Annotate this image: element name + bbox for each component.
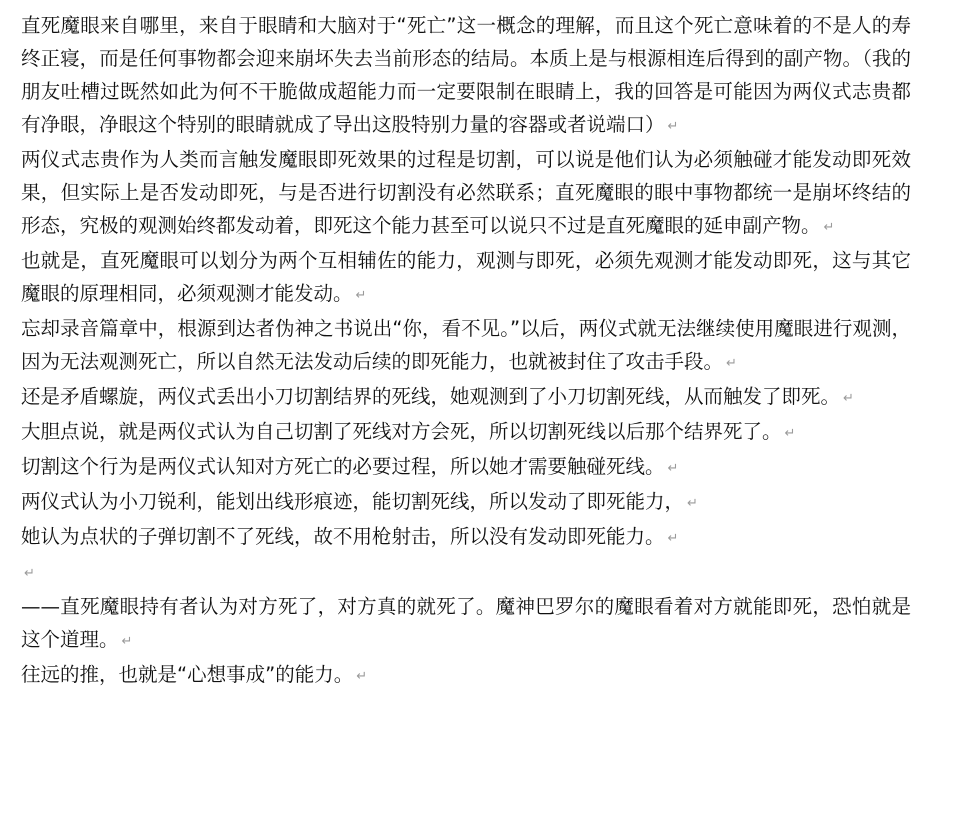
- paragraph-mark-icon: ↵: [784, 426, 796, 441]
- paragraph-text: 两仪式认为小刀锐利，能划出线形痕迹，能切割死线，所以发动了即死能力，: [21, 490, 685, 513]
- paragraph-text: 她认为点状的子弹切割不了死线，故不用枪射击，所以没有发动即死能力。: [21, 525, 665, 548]
- paragraph-3: [21, 244, 911, 312]
- paragraph-text: 往远的推，也就是“心想事成”的能力。: [21, 663, 354, 686]
- paragraph-6: [21, 415, 911, 450]
- paragraph-text: 大胆点说，就是两仪式认为自己切割了死线对方会死，所以切割死线以后那个结界死了。: [21, 420, 782, 443]
- paragraph-text: 切割这个行为是两仪式认知对方死亡的必要过程，所以她才需要触碰死线。: [21, 455, 665, 478]
- paragraph-text: 还是矛盾螺旋，两仪式丢出小刀切割结界的死线，她观测到了小刀切割死线，从而触发了即死。: [21, 385, 841, 408]
- paragraph-9: [21, 520, 911, 555]
- paragraph-mark-icon: ↵: [24, 566, 35, 581]
- paragraph-mark-icon: ↵: [726, 356, 737, 371]
- paragraph-5: [21, 380, 911, 415]
- paragraph-mark-icon: ↵: [355, 288, 367, 303]
- paragraph-text: 也就是，直死魔眼可以划分为两个互相辅佐的能力，观测与即死，必须先观测才能发动即死，这与其它魔眼的原理相同，必须观测才能发动。: [21, 249, 911, 305]
- paragraph-mark-icon: ↵: [121, 634, 133, 649]
- paragraph-2: [21, 143, 911, 244]
- paragraph-4: [21, 312, 911, 380]
- paragraph-8: [21, 485, 911, 520]
- paragraph-11: [21, 590, 911, 658]
- paragraph-mark-icon: ↵: [687, 496, 698, 511]
- paragraph-10-empty: [21, 555, 911, 590]
- paragraph-text: 直死魔眼来自哪里，来自于眼睛和大脑对于“死亡”这一概念的理解，而且这个死亡意味着的不是人的寿终正寝，而是任何事物都会迎来崩坏失去当前形态的结局。本质上是与根源相连后得到的副产物。（我的朋友吐槽过既然如此为何不干脆做成超能力而一定要限制在眼睛上，我的回答是可能因为两仪式志贵都有净眼，净眼这个特别的眼睛就成了导出这股特别力量的容器或者说端口）: [21, 14, 911, 136]
- paragraph-1: [21, 9, 911, 143]
- paragraph-text: 两仪式志贵作为人类而言触发魔眼即死效果的过程是切割，可以说是他们认为必须触碰才能发动即死效果，但实际上是否发动即死，与是否进行切割没有必然联系；直死魔眼的眼中事物都统一是崩坏终结的形态，究极的观测始终都发动着，即死这个能力甚至可以说只不过是直死魔眼的延申副产物。: [21, 148, 911, 237]
- paragraph-mark-icon: ↵: [667, 531, 679, 546]
- paragraph-text: 忘却录音篇章中，根源到达者伪神之书说出“你，看不见。”以后，两仪式就无法继续使用魔眼进行观测，因为无法观测死亡，所以自然无法发动后续的即死能力，也就被封住了攻击手段。: [21, 317, 911, 373]
- paragraph-mark-icon: ↵: [667, 119, 679, 134]
- paragraph-text: ——直死魔眼持有者认为对方死了，对方真的就死了。魔神巴罗尔的魔眼看着对方就能即死，恐怕就是这个道理。: [21, 595, 911, 651]
- paragraph-mark-icon: ↵: [843, 391, 854, 406]
- paragraph-7: [21, 450, 911, 485]
- paragraph-12: [21, 658, 911, 693]
- paragraph-mark-icon: ↵: [356, 669, 368, 684]
- paragraph-mark-icon: ↵: [823, 220, 835, 235]
- document-body: [21, 9, 911, 693]
- paragraph-mark-icon: ↵: [667, 461, 679, 476]
